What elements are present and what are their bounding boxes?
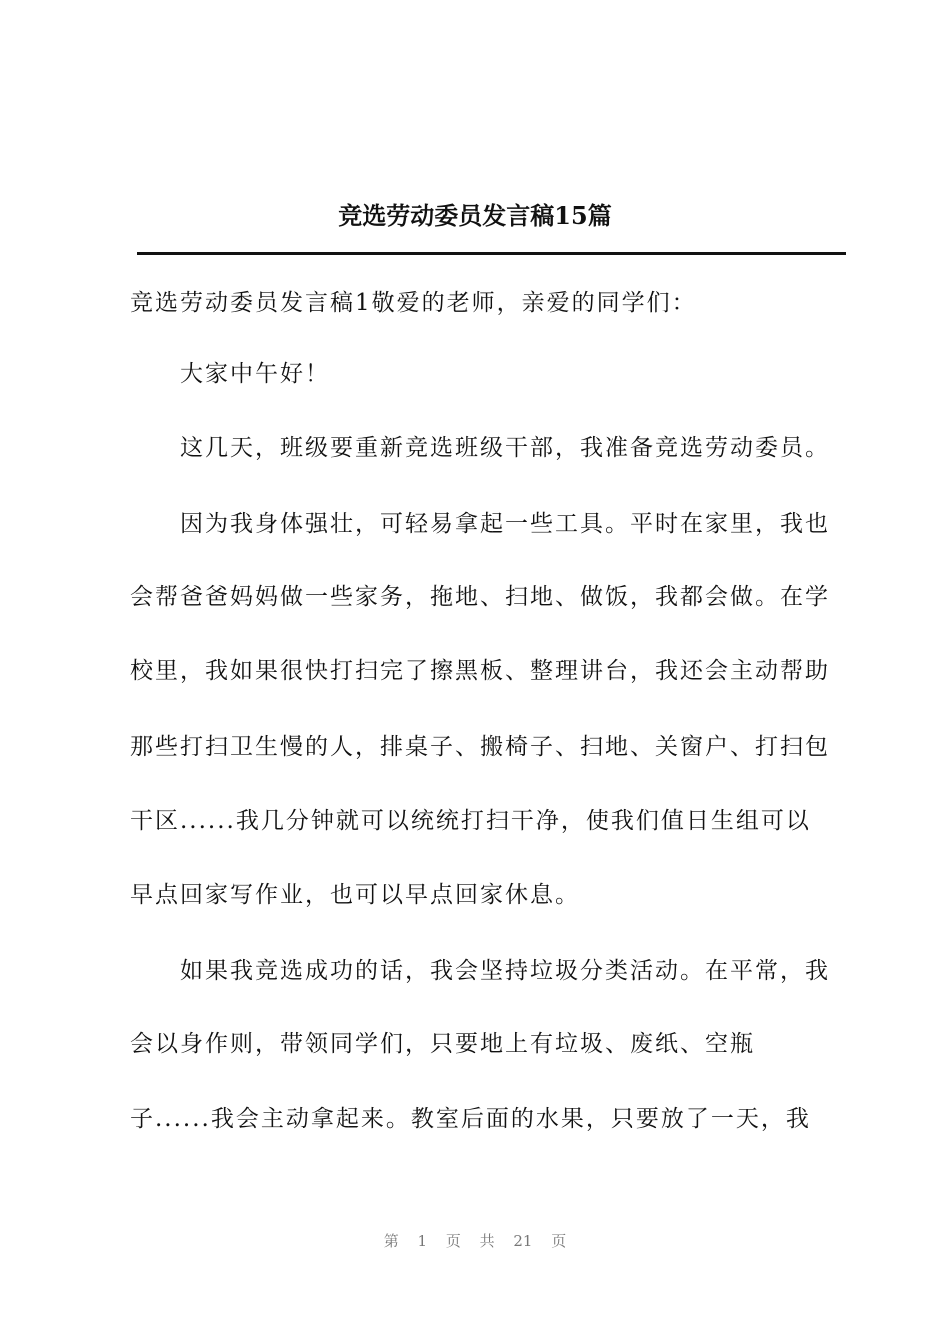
document-title: 竞选劳动委员发言稿15篇 [338,201,612,230]
paragraph-line: 如果我竞选成功的话，我会坚持垃圾分类活动。在平常，我 [180,958,830,984]
paragraph-line: 大家中午好！ [180,361,330,387]
paragraph-line: 会帮爸爸妈妈做一些家务，拖地、扫地、做饭，我都会做。在学 [130,584,830,610]
paragraph-line: 这几天，班级要重新竞选班级干部，我准备竞选劳动委员。 [180,435,830,461]
paragraph-line: 竞选劳动委员发言稿1敬爱的老师，亲爱的同学们： [130,290,697,316]
paragraph-line: 干区......我几分钟就可以统统打扫干净，使我们值日生组可以 [130,808,811,834]
paragraph-line: 校里，我如果很快打扫完了擦黑板、整理讲台，我还会主动帮助 [130,658,830,684]
paragraph-line: 因为我身体强壮，可轻易拿起一些工具。平时在家里，我也 [180,511,830,537]
paragraph-line: 早点回家写作业，也可以早点回家休息。 [130,882,580,908]
title-divider [137,252,846,255]
paragraph-line: 会以身作则，带领同学们，只要地上有垃圾、废纸、空瓶 [130,1031,755,1057]
paragraph-line: 那些打扫卫生慢的人，排桌子、搬椅子、扫地、关窗户、打扫包 [130,734,830,760]
page-number: 第 1 页 共 21 页 [383,1232,567,1250]
paragraph-line: 子......我会主动拿起来。教室后面的水果，只要放了一天，我 [130,1106,811,1132]
